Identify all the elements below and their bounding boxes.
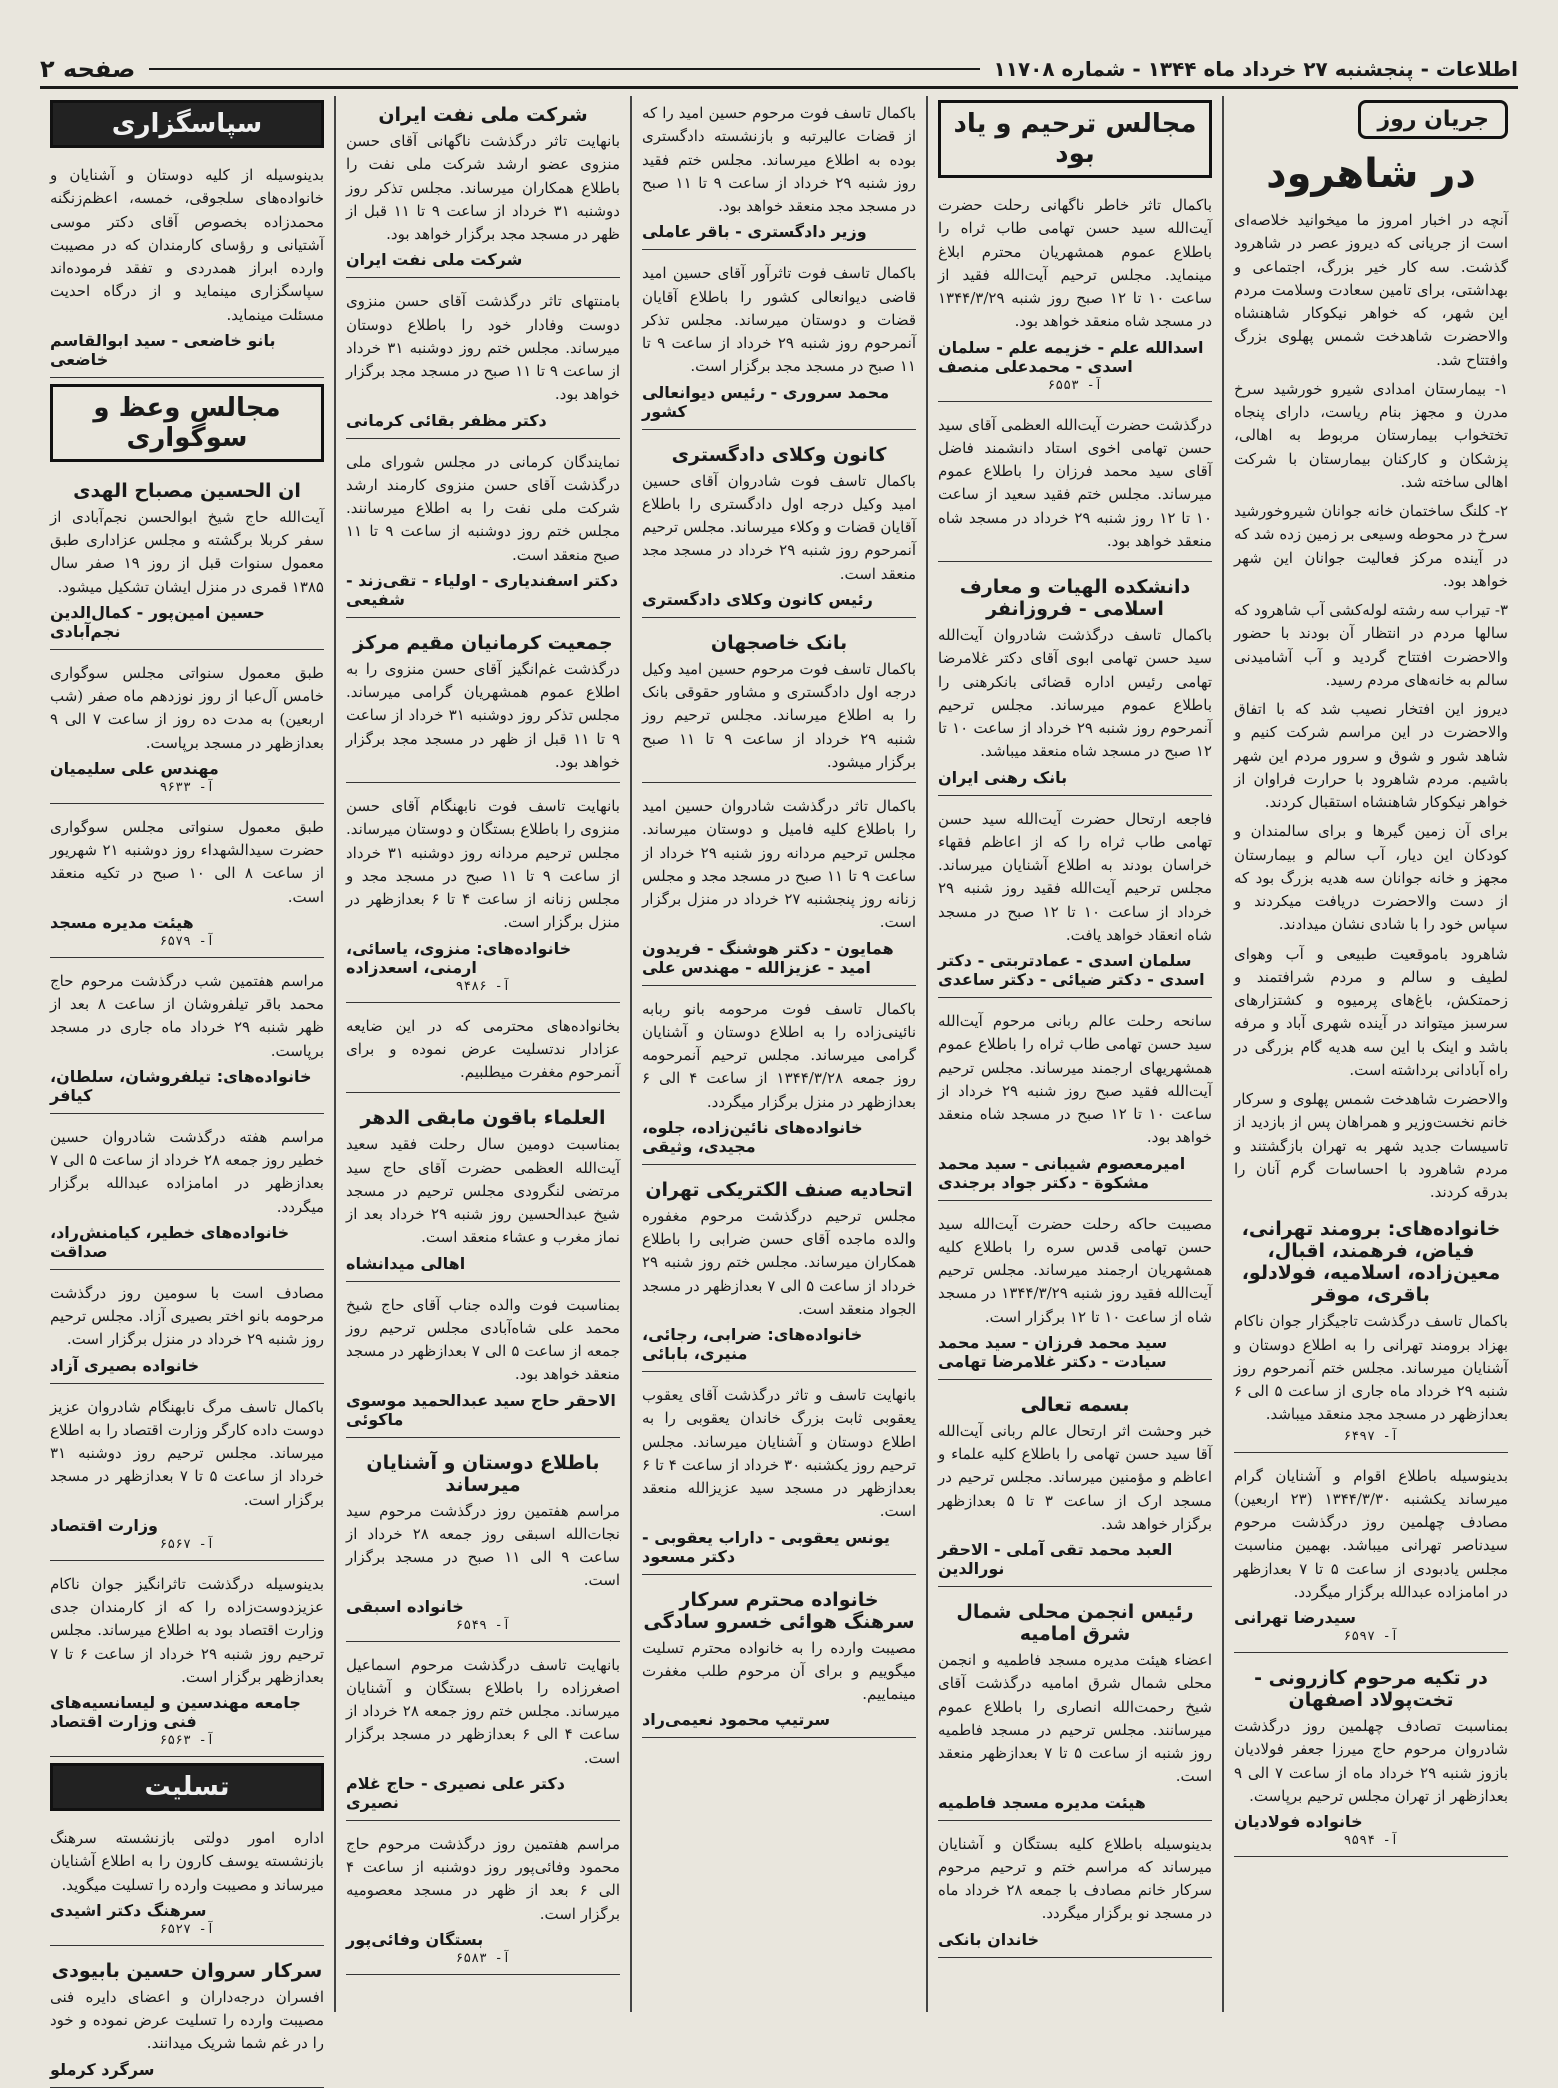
notice-code: آ- ۶۵۲۷	[159, 1921, 215, 1937]
notice	[938, 188, 1212, 402]
notice	[1234, 1459, 1508, 1654]
notice-code: آ- ۶۵۶۳	[159, 1733, 215, 1748]
notice-body: باکمال تاسف فوت مرحوم حسین امید را که از قضات عالیرتبه و بازنشسته دادگستری بوده به اطلاع میرساند. مجلس ختم فقید روز شنبه ۲۹ خرداد از ساعت ۹ تا ۱۱ صبح در مسجد مجد منعقد خواهد بود.	[642, 104, 917, 215]
notice-body: باکمال تاثر خاطر ناگهانی رحلت حضرت آیت‌الله سید حسن تهامی طاب ثراه را باطلاع عموم همشهریان محترم ابلاغ مینماید. مجلس ترحیم آیت‌الله فقید از ساعت ۱۰ تا ۱۲ صبح روز شنبه ۱۳۴۴/۳/۲۹ در مسجد شاه منعقد خواهد بود.	[938, 196, 1212, 331]
notice-signature: العبد محمد تقی آملی - الاحقر نورالدین	[938, 1540, 1173, 1578]
notice	[938, 568, 1212, 796]
notice-signature: الاحقر حاج سید عبدالحمید موسوی ماکوئی	[346, 1390, 616, 1429]
notice-body: مجلس ترحیم درگذشت مرحوم مغفوره والده ماجده آقای حسن ضرابی را باطلاع همکاران میرساند. مجلس ختم روز شنبه ۲۹ خرداد از ساعت ۵ الی ۷ بعدازظهر در مسجد الجواد منعقد است.	[642, 1206, 916, 1318]
notice-signature: خانواده اسبقی	[346, 1596, 464, 1616]
notice	[1234, 1659, 1508, 1857]
notice-title: اتحادیه صنف الکتریکی تهران	[645, 1178, 913, 1201]
notice	[50, 1567, 324, 1757]
notice-body: فاجعه ارتحال حضرت آیت‌الله سید حسن تهامی طاب ثراه را که از اعاظم فقهاء خراسان بودند به اطلاع آشنایان میرساند. مجلس ترحیم آیت‌الله فقید روز شنبه ۲۹ خرداد از ساعت ۱۰ تا ۱۲ صبح در مسجد شاه انعقاد خواهد یافت.	[938, 809, 1213, 944]
notice-body: درگذشت غم‌انگیز آقای حسن منزوی را به اطلاع عموم همشهریان گرامی میرساند. مجلس تذکر روز دوشنبه ۳۱ خرداد از ساعت ۹ تا ۱۱ قبل از ظهر در مسجد مجد برگزار خواهد بود.	[346, 659, 621, 771]
notice-code: آ- ۶۵۶۷	[159, 1536, 215, 1552]
notice-body: بامنتهای تاثر درگذشت آقای حسن منزوی دوست وفادار خود را باطلاع دوستان میرساند. مجلس ختم روز دوشنبه ۳۱ خرداد از ساعت ۹ تا ۱۱ صبح در مسجد مجد برگزار خواهد بود.	[346, 292, 621, 404]
section-header: مجالس ترحیم و یاد بود	[938, 100, 1212, 178]
notice-body: اعضاء هیئت مدیره مسجد فاطمیه و انجمن محلی شمال شرق امامیه درگذشت آقای شیخ رحمت‌الله انصاری را باطلاع عموم میرسانند. مجلس ترحیم در مسجد فاطمیه روز شنبه از ساعت ۵ تا ۷ بعدازظهر منعقد است.	[938, 1651, 1212, 1786]
notice	[938, 802, 1212, 999]
masthead-rule	[149, 68, 979, 70]
notice	[346, 284, 620, 438]
masthead-info: اطلاعات - پنجشنبه ۲۷ خرداد ماه ۱۳۴۴ - شماره ۱۱۷۰۸	[993, 57, 1518, 81]
notice-code: آ- ۶۴۹۷	[1343, 1428, 1399, 1444]
notice-title: خانواده‌های: برومند تهرانی، فیاض، فرهمند، اقبال، معین‌زاده، اسلامیه، فولادلو، باقری، موقر	[1241, 1218, 1501, 1307]
notice	[50, 656, 324, 804]
notice	[346, 1099, 620, 1281]
notice-body: مراسم هفته درگذشت شادروان حسین خطیر روز جمعه ۲۸ خرداد از ساعت ۵ الی ۷ بعدازظهر در امامزاده عبدالله برگزار میگردد.	[50, 1127, 324, 1216]
notice-title: العلماء باقون مابقی الدهر	[360, 1107, 606, 1130]
column-notices-5	[40, 96, 334, 2079]
notice-list	[642, 96, 916, 1738]
notice	[50, 810, 324, 958]
notice-body: بدینوسیله باطلاع اقوام و آشنایان گرام میرساند یکشنبه ۱۳۴۴/۳/۳۰ (۲۳ اربعین) مصادف چهلمین روز درگذشت مرحوم سیدناصر تهرانی میباشد. بهمین مناسبت مجلس یادبودی از ساعت ۵ تا ۷ بعدازظهر در امامزاده عبدالله برگزار میگردد.	[1234, 1466, 1509, 1601]
section-tag: جریان روز	[1358, 100, 1508, 139]
notice-body: مراسم هفتمین روز درگذشت مرحوم حاج محمود وفائی‌پور روز دوشنبه از ساعت ۴ الی ۶ بعد از ظهر در مسجد معصومیه برگزار است.	[346, 1834, 620, 1923]
notice-body: بدینوسیله درگذشت تاثرانگیز جوان ناکام عزیزدوست‌زاده را که از کارمندان جدی وزارت اقتصاد بود به اطلاع میرساند. مجلس ترحیم روز شنبه ۲۹ خرداد از ساعت ۶ تا ۷ بعدازظهر برگزار است.	[50, 1574, 324, 1686]
notice-signature: خانواده‌های: تیلفروشان، سلطان، کیافر	[50, 1066, 312, 1105]
notice-body: بدینوسیله باطلاع کلیه بستگان و آشنایان میرساند که مراسم ختم و ترحیم مرحوم سرکار خانم مصادف با جمعه ۲۸ خرداد ماه در مسجد نو برگزار میگردد.	[938, 1834, 1213, 1923]
article-paragraph: شاهرود باموقعیت طبیعی و آب وهوای لطیف و سالم و مردم شرافتمند و زحمتکش، باغ‌های پرمیوه و کشتزارهای سرسبز میتواند در آینده شهری آباد و مرفه باشد و اینک با این سه هدیه گام بزرگی در راه آبادانی برداشته است.	[1234, 944, 1508, 1079]
notice-title: رئیس انجمن محلی شمال شرق امامیه	[956, 1601, 1194, 1645]
notice-title: شرکت ملی نفت ایران	[378, 104, 588, 126]
notice-body: خبر وحشت اثر ارتحال عالم ربانی آیت‌الله آقا سید حسن تهامی را باطلاع کلیه علماء و اعاظم و مؤمنین میرساند. مجلس ترحیم در مسجد ارک از ساعت ۳ تا ۵ بعدازظهر برگزار خواهد شد.	[938, 1421, 1212, 1533]
notice-body: باکمال تاسف فوت مرحومه بانو ربابه نائینی‌زاده را به اطلاع دوستان و آشنایان گرامی میرساند. مجلس ترحیم آنمرحومه روز جمعه ۱۳۴۴/۳/۲۸ از ساعت ۴ الی ۶ بعدازظهر در منزل برگزار میگردد.	[642, 999, 916, 1111]
notice-body: مصیبت وارده را به خانواده محترم تسلیت میگوییم و برای آن مرحوم طلب مغفرت مینماییم.	[642, 1638, 916, 1703]
notice-signature: سرتیپ محمود نعیمی‌راد	[642, 1710, 831, 1730]
notice-signature: خانواده‌های: ضرابی، رجائی، منیری، بابائی	[642, 1325, 863, 1363]
notice-code: آ- ۶۵۹۷	[1343, 1629, 1399, 1644]
notice-signature: دکتر علی نصیری - حاج غلام نصیری	[346, 1773, 565, 1812]
notice-title: در تکیه مرحوم کازرونی - تخت‌پولاد اصفهان	[1254, 1667, 1488, 1711]
notice-signature: سلمان اسدی - عمادتربتی - دکتر اسدی - دکتر ضیائی - دکتر ساعدی	[938, 951, 1205, 989]
notice-body: مراسم هفتمین شب درگذشت مرحوم حاج محمد باقر تیلفروشان از ساعت ۸ بعد از ظهر شنبه ۲۹ خرداد ماه جاری در مسجد برپاست.	[50, 971, 325, 1060]
notice-body: بانهایت تاثر درگذشت ناگهانی آقای حسن منزوی عضو ارشد شرکت ملی نفت را باطلاع همکاران میرساند. مجلس تذکر روز دوشنبه ۳۱ خرداد از ساعت ۹ تا ۱۱ قبل از ظهر در مسجد مجد برگزار خواهد بود.	[346, 132, 620, 243]
notice	[938, 1004, 1212, 1201]
article-paragraph: ۳- تیراب سه رشته لوله‌کشی آب شاهرود که سالها مردم در انتظار آن بودند با حضور والاحضرت افتتاح گردید و آب آشامیدنی سالم به خانه‌های مردم رسید.	[1234, 601, 1508, 689]
notice-body: بدینوسیله از کلیه دوستان و آشنایان و خانواده‌های سلجوقی، خمسه، اعظم‌زنگنه محمدزاده بخصوص آقای دکتر موسی آشتیانی و رؤسای کارمندان که در مصیبت وارده ابراز همدردی و تفقد فرموده‌اند سپاسگزاری مینماید و از درگاه احدیت مسئلت مینماید.	[50, 166, 324, 324]
notice	[642, 436, 916, 618]
notice	[346, 1288, 620, 1438]
notice-body: باکمال تاسف درگذشت تاجیگزار جوان ناکام بهزاد برومند تهرانی را به اطلاع دوستان و آشنایان میرساند. مجلس ختم آنمرحوم روز شنبه ۲۹ خرداد ماه جاری از ساعت ۵ الی ۶ بعدازظهر در مسجد مجد منعقد میباشد.	[1234, 1312, 1508, 1424]
notice	[346, 1648, 620, 1821]
article-paragraph: آنچه در اخبار امروز ما میخوانید خلاصه‌ای است از جریانی که دیروز عصر در شاهرود گذشت. سه کار خیر بزرگ، اجتماعی و بهداشتی، برای تامین سعادت وسلامت مردم این شهر، که خواهر نیکوکار شاهنشاه والاحضرت شاهدخت شمس پهلوی بزرگ وافتتاح شد.	[1234, 211, 1508, 369]
notice-signature: بانک رهنی ایران	[938, 767, 1068, 787]
notice	[50, 1120, 324, 1270]
notice-signature: هیئت مدیره مسجد فاطمیه	[938, 1792, 1146, 1812]
notice	[50, 158, 324, 378]
notice	[346, 445, 620, 618]
notice	[642, 992, 916, 1165]
notice-signature: حسین امین‌پور - کمال‌الدین نجم‌آبادی	[50, 602, 265, 641]
article-body	[1234, 209, 1508, 1204]
notice-title: بسمه تعالی	[1020, 1393, 1130, 1416]
notice	[50, 1952, 324, 2088]
notice-signature: وزیر دادگستری - باقر عاملی	[642, 222, 867, 242]
section-header-mourning: مجالس وعظ و سوگواری	[50, 384, 324, 462]
section-header-condolence: تسلیت	[50, 1763, 324, 1811]
columns	[40, 96, 1518, 2079]
notice	[50, 1390, 324, 1561]
notice	[346, 789, 620, 1003]
notice	[642, 256, 916, 429]
notice	[938, 1827, 1212, 1958]
article-paragraph: دیروز این افتخار نصیب شد که با اتفاق والاحضرت در این مراسم شرکت کنیم و شاهد شور و شوق و سرور مردم این شهر باشیم. مردم شاهرود با حرارت فراوان از خواهر نیکوکار شاهنشاه استقبال کردند.	[1234, 700, 1508, 811]
section-header-thanks: سپاسگزاری	[50, 100, 324, 148]
notice-signature: خانواده‌های: منزوی، یاسائی، ارمنی، اسعدزاده	[346, 938, 572, 977]
article-paragraph: ۲- کلنگ ساختمان خانه جوانان شیروخورشید سرخ در محوطه وسیعی بر زمین زده شد که در آینده مرکز فعالیت جوانان این شهر خواهد بود.	[1234, 502, 1508, 590]
column-notices-4	[334, 96, 630, 2012]
notice-signature: امیرمعصوم شیبانی - سید محمد مشکوة - دکتر جواد برجندی	[938, 1153, 1186, 1192]
notice-list	[50, 1821, 324, 2088]
notice-code: آ- ۶۵۸۳	[455, 1950, 511, 1966]
notice-title: خانواده محترم سرکار سرهنگ هوائی خسرو سادگی	[643, 1588, 915, 1633]
notice-signature: خانواده بصیری آزاد	[50, 1355, 200, 1375]
notice-code: آ- ۹۶۳۳	[159, 779, 215, 795]
notice-signature: یونس یعقوبی - داراب یعقوبی - دکتر مسعود	[642, 1527, 890, 1566]
notice-signature: جامعه مهندسین و لیسانسیه‌های فنی وزارت اقتصاد	[50, 1693, 301, 1731]
notice-body: بخانواده‌های محترمی که در این ضایعه عزادار ندتسلیت عرض نموده و برای آنمرحوم مغفرت میطلبیم.	[346, 1016, 620, 1081]
column-current-events	[1222, 96, 1518, 2012]
notice-signature: دکتر اسفندیاری - اولیاء - تقی‌زند - شفیعی	[346, 570, 619, 609]
notice-title: بانک خاصجهان	[710, 631, 848, 654]
notice-body: افسران درجه‌داران و اعضای دایره فنی مصیبت وارده را تسلیت عرض نموده و خود را در غم شما شریک میدانند.	[50, 1987, 324, 2053]
notice	[642, 96, 916, 250]
notice-title: ان الحسین مصباح الهدی	[73, 479, 301, 502]
notice-code: آ- ۶۵۴۹	[455, 1617, 511, 1633]
notice	[346, 1827, 620, 1975]
notice	[642, 624, 916, 783]
notice	[642, 789, 916, 986]
notice	[642, 1581, 916, 1739]
notice-signature: محمد سروری - رئیس دیوانعالی کشور	[642, 382, 890, 421]
notice-body: طبق معمول سنواتی مجلس سوگواری حضرت سیدالشهداء روز دوشنبه ۲۱ شهریور از ساعت ۸ الی ۱۰ صبح در تکیه منعقد است.	[50, 817, 325, 906]
notice-body: درگذشت حضرت آیت‌الله العظمی آقای سید حسن تهامی اخوی استاد دانشمند فاضل آقای سید محمد فرزان را باطلاع عموم میرساند. مجلس ختم فقید سعید از ساعت ۱۰ تا ۱۲ روز شنبه ۲۹ خرداد در مسجد شاه منعقد خواهد بود.	[938, 415, 1213, 550]
notice-list	[50, 158, 324, 378]
notice-signature: خانواده‌های نائین‌زاده، جلوه، مجیدی، وثیقی	[642, 1117, 863, 1156]
notice	[642, 1171, 916, 1372]
notice-signature: اسدالله علم - خزیمه علم - سلمان اسدی - محمدعلی منصف	[938, 337, 1204, 376]
notice-signature: همایون - دکتر هوشنگ - فریدون امید - عزیزالله - مهندس علی	[642, 938, 894, 977]
notice-body: مصیبت حاکه رحلت حضرت آیت‌الله سید حسن تهامی قدس سره را باطلاع کلیه همشهریان ارجمند میرساند. مجلس ترحیم آیت‌الله فقید روز شنبه ۱۳۴۴/۳/۲۹ در مسجد شاه از ساعت ۱۰ تا ۱۲ برگزار است.	[938, 1214, 1212, 1326]
notice-body: آیت‌الله حاج شیخ ابوالحسن نجم‌آبادی از سفر کربلا برگشته و مجلس عزاداری طبق معمول سنوات قبل از روز ۱۹ صفر سال ۱۳۸۵ قمری در منزل ایشان تشکیل میشود.	[50, 507, 324, 596]
notice-list	[1234, 1210, 1508, 1857]
notice-signature: سید محمد فرزان - سید محمد سیادت - دکتر غلامرضا تهامی	[938, 1332, 1168, 1371]
notice-signature: سرهنگ دکتر اشیدی	[50, 1900, 207, 1920]
page-number: صفحه ۲	[40, 55, 136, 83]
notice	[50, 1821, 324, 1946]
notice-body: سانحه رحلت عالم ربانی مرحوم آیت‌الله سید حسن تهامی طاب ثراه را باطلاع عموم همشهریهای ارجمند میرساند. مجلس ترحیم آیت‌الله فقید صبح روز شنبه ۲۹ خرداد از ساعت ۱۰ تا ۱۲ صبح در مسجد شاه منعقد خواهد بود.	[938, 1012, 1212, 1147]
notice-body: باکمال تاسف فوت شادروان آقای حسین امید وکیل درجه اول دادگستری را باطلاع آقایان قضات و وکلاء میرساند. مجلس ترحیم آنمرحوم روز شنبه ۲۹ خرداد در مسجد مجد منعقد است.	[642, 471, 916, 583]
notice-signature: شرکت ملی نفت ایران	[346, 250, 523, 270]
notice-body: بمناسبت دومین سال رحلت فقید سعید آیت‌الله العظمی حضرت آقای حاج سید مرتضی لنگرودی مجلس ترحیم در مسجد شیخ عبدالحسین روز شنبه ۲۹ خرداد بعد از نماز مغرب و عشاء منعقد است.	[346, 1135, 620, 1247]
article-title: در شاهرود	[1266, 151, 1476, 197]
notice-signature: خانواده فولادیان	[1234, 1812, 1363, 1831]
notice	[346, 1009, 620, 1094]
article-paragraph: برای آن زمین گیرها و برای سالمندان و کودکان این دیار، آب سالم و بیمارستان مجهز و خانه جوانان سه هدیه بزرگ بود که از دست والاحضرت دریافت میکردند و سپاس خود را با شادی نشان میدادند.	[1234, 822, 1508, 934]
notice-body: مصادف است با سومین روز درگذشت مرحومه بانو اختر بصیری آزاد. مجلس ترحیم روز شنبه ۲۹ خرداد در منزل برگزار است.	[50, 1283, 324, 1349]
notice-body: باکمال تاسف فوت مرحوم حسین امید وکیل درجه اول دادگستری و مشاور حقوقی بانک را به اطلاع میرساند. مجلس ترحیم روز شنبه ۲۹ خرداد از ساعت ۹ تا ۱۱ صبح برگزار میشود.	[642, 659, 916, 771]
notice-body: بمناسبت فوت والده جناب آقای حاج شیخ محمد علی شاه‌آبادی مجلس ترحیم روز جمعه از ساعت ۵ الی ۷ بعدازظهر در مسجد منعقد خواهد بود.	[346, 1295, 620, 1384]
notice-body: طبق معمول سنواتی مجلس سوگواری خامس آل‌عبا از روز نوزدهم ماه صفر (شب اربعین) به مدت ده روز از ساعت ۷ الی ۹ بعدازظهر در مسجد برپاست.	[50, 663, 324, 752]
notice-signature: مهندس علی سلیمیان	[50, 758, 219, 778]
notice-body: باکمال تاسف مرگ نابهنگام شادروان عزیز دوست داده کارگر وزارت اقتصاد را به اطلاع میرساند. مجلس ترحیم روز دوشنبه ۳۱ خرداد از ساعت ۵ تا ۷ بعدازظهر در مسجد برگزار است.	[50, 1397, 325, 1509]
notice-title: باطلاع دوستان و آشنایان میرساند	[366, 1451, 600, 1496]
notice-signature: خانواده‌های خطیر، کیامنش‌راد، صداقت	[50, 1222, 290, 1261]
column-memorials	[926, 96, 1222, 2012]
masthead	[40, 52, 1518, 89]
notice-title: سرکار سروان حسین بابیودی	[51, 1959, 323, 1982]
notice-body: باکمال تاثر درگذشت شادروان حسین امید را باطلاع کلیه فامیل و دوستان میرساند. مجلس ترحیم مردانه روز شنبه ۲۹ خرداد از ساعت ۹ تا ۱۱ صبح در مسجد مجد و مجلس زنانه روز پنجشنبه ۲۷ خرداد در منزل برگزار است.	[642, 797, 917, 932]
notice-body: مراسم هفتمین روز درگذشت مرحوم سید نجات‌الله اسبقی روز جمعه ۲۸ خرداد از ساعت ۹ الی ۱۱ صبح در مسجد برگزار است.	[346, 1501, 620, 1590]
notice-list	[50, 472, 324, 1757]
notice-signature: سرگرد کرملو	[50, 2059, 155, 2079]
notice-list	[938, 188, 1212, 1958]
article-paragraph: ۱- بیمارستان امدادی شیرو خورشید سرخ مدرن و مجهز بنام ریاست، دارای پنجاه تختخواب بیمارستان مربوط به اهالی، پزشکان و کارکنان بیمارستان با شرکت اهالی ساخته شد.	[1234, 379, 1508, 491]
notice	[50, 472, 324, 650]
notice	[50, 964, 324, 1114]
notice-body: بانهایت تاسف فوت نابهنگام آقای حسن منزوی را باطلاع بستگان و دوستان میرساند. مجلس ترحیم مردانه روز دوشنبه ۳۱ خرداد از ساعت ۹ تا ۱۱ صبح در مسجد مجد و مجلس زنانه از ساعت ۴ تا ۶ بعدازظهر در منزل برگزار است.	[346, 797, 621, 932]
notice-signature: دکتر مظفر بقائی کرمانی	[346, 410, 547, 430]
notice	[938, 408, 1212, 563]
notice-code: آ- ۹۵۹۴	[1343, 1833, 1399, 1848]
notice-body: بمناسبت تصادف چهلمین روز درگذشت شادروان مرحوم حاج میرزا جعفر فولادیان بازوز شنبه ۲۹ خرداد ماه از ساعت ۷ الی ۹ بعدازظهر از تهران مجلس ترحیم برپاست.	[1234, 1717, 1508, 1805]
notice	[938, 1593, 1212, 1821]
notice-body: باکمال تاسف فوت تاثرآور آقای حسین امید قاضی دیوانعالی کشور را باطلاع آقایان قضات و دوستان میرساند. مجلس تذکر آنمرحوم روز شنبه ۲۹ خرداد از ساعت ۹ تا ۱۱ صبح در مسجد مجد برگزار است.	[642, 264, 916, 376]
notice-signature: بانو خاضعی - سید ابوالقاسم خاضعی	[50, 330, 276, 369]
column-notices-3	[630, 96, 926, 2012]
notice	[938, 1207, 1212, 1380]
notice	[1234, 1210, 1508, 1452]
notice-signature: وزارت اقتصاد	[50, 1515, 158, 1535]
notice-title: کانون وکلای دادگستری	[671, 443, 887, 466]
notice-body: نمایندگان کرمانی در مجلس شورای ملی درگذشت آقای حسن منزوی کارمند ارشد شرکت ملی نفت را به اطلاع میرسانند. مجلس ختم روز دوشنبه از ساعت ۹ تا ۱۱ صبح منعقد است.	[346, 452, 621, 564]
notice-signature: بستگان وفائی‌پور	[346, 1929, 484, 1949]
notice-title: دانشکده الهیات و معارف اسلامی - فروزانفر	[959, 576, 1191, 620]
notice-code: آ- ۶۵۷۹	[159, 933, 215, 949]
notice-body: بانهایت تاسف و تاثر درگذشت آقای یعقوب یعقوبی ثابت بزرگ خاندان یعقوبی را به اطلاع دوستان و آشنایان میرساند. مجلس ترحیم روز یکشنبه ۳۰ خرداد از ساعت ۴ تا ۶ بعدازظهر در مسجد سید عزیزالله منعقد است.	[642, 1386, 916, 1521]
notice-code: آ- ۶۵۵۳	[1047, 377, 1103, 393]
notice-code: آ- ۹۴۸۶	[455, 978, 511, 994]
notice-signature: خاندان بانکی	[938, 1929, 1040, 1949]
notice-signature: هیئت مدیره مسجد	[50, 912, 194, 932]
notice	[346, 96, 620, 278]
notice	[938, 1386, 1212, 1587]
notice-title: جمعیت کرمانیان مقیم مرکز	[353, 631, 613, 654]
article-paragraph: والاحضرت شاهدخت شمس پهلوی و سرکار خانم نخست‌وزیر و همراهان پس از بازدید از تاسیسات جدید شهر به تهران بازگشتند و مردم شاهرود با احساسات گرم آنان را بدرقه کردند.	[1234, 1090, 1508, 1201]
notice	[346, 624, 620, 783]
notice-signature: رئیس کانون وکلای دادگستری	[642, 589, 873, 609]
notice	[50, 1276, 324, 1384]
notice-signature: اهالی میدانشاه	[346, 1253, 466, 1273]
notice-list	[346, 96, 620, 1975]
notice-body: اداره امور دولتی بازنشسته سرهنگ بازنشسته یوسف کارون را به اطلاع آشنایان میرساند و مصیبت وارده را تسلیت میگوید.	[50, 1829, 324, 1894]
notice-body: باکمال تاسف درگذشت شادروان آیت‌الله سید حسن تهامی ابوی آقای دکتر غلامرضا تهامی رئیس اداره قضائی بانکرهنی را باطلاع عموم میرساند. مجلس ترحیم آنمرحوم روز شنبه ۲۹ خرداد از ساعت ۱۰ تا ۱۲ صبح در مسجد شاه منعقد میباشد.	[938, 626, 1212, 761]
notice	[642, 1378, 916, 1575]
notice-body: بانهایت تاسف درگذشت مرحوم اسماعیل اصغرزاده را باطلاع بستگان و آشنایان میرساند. مجلس ختم روز جمعه ۲۸ خرداد از ساعت ۴ الی ۶ بعدازظهر در مسجد برگزار است.	[346, 1655, 620, 1767]
notice	[346, 1444, 620, 1642]
notice-signature: سیدرضا تهرانی	[1234, 1608, 1356, 1627]
